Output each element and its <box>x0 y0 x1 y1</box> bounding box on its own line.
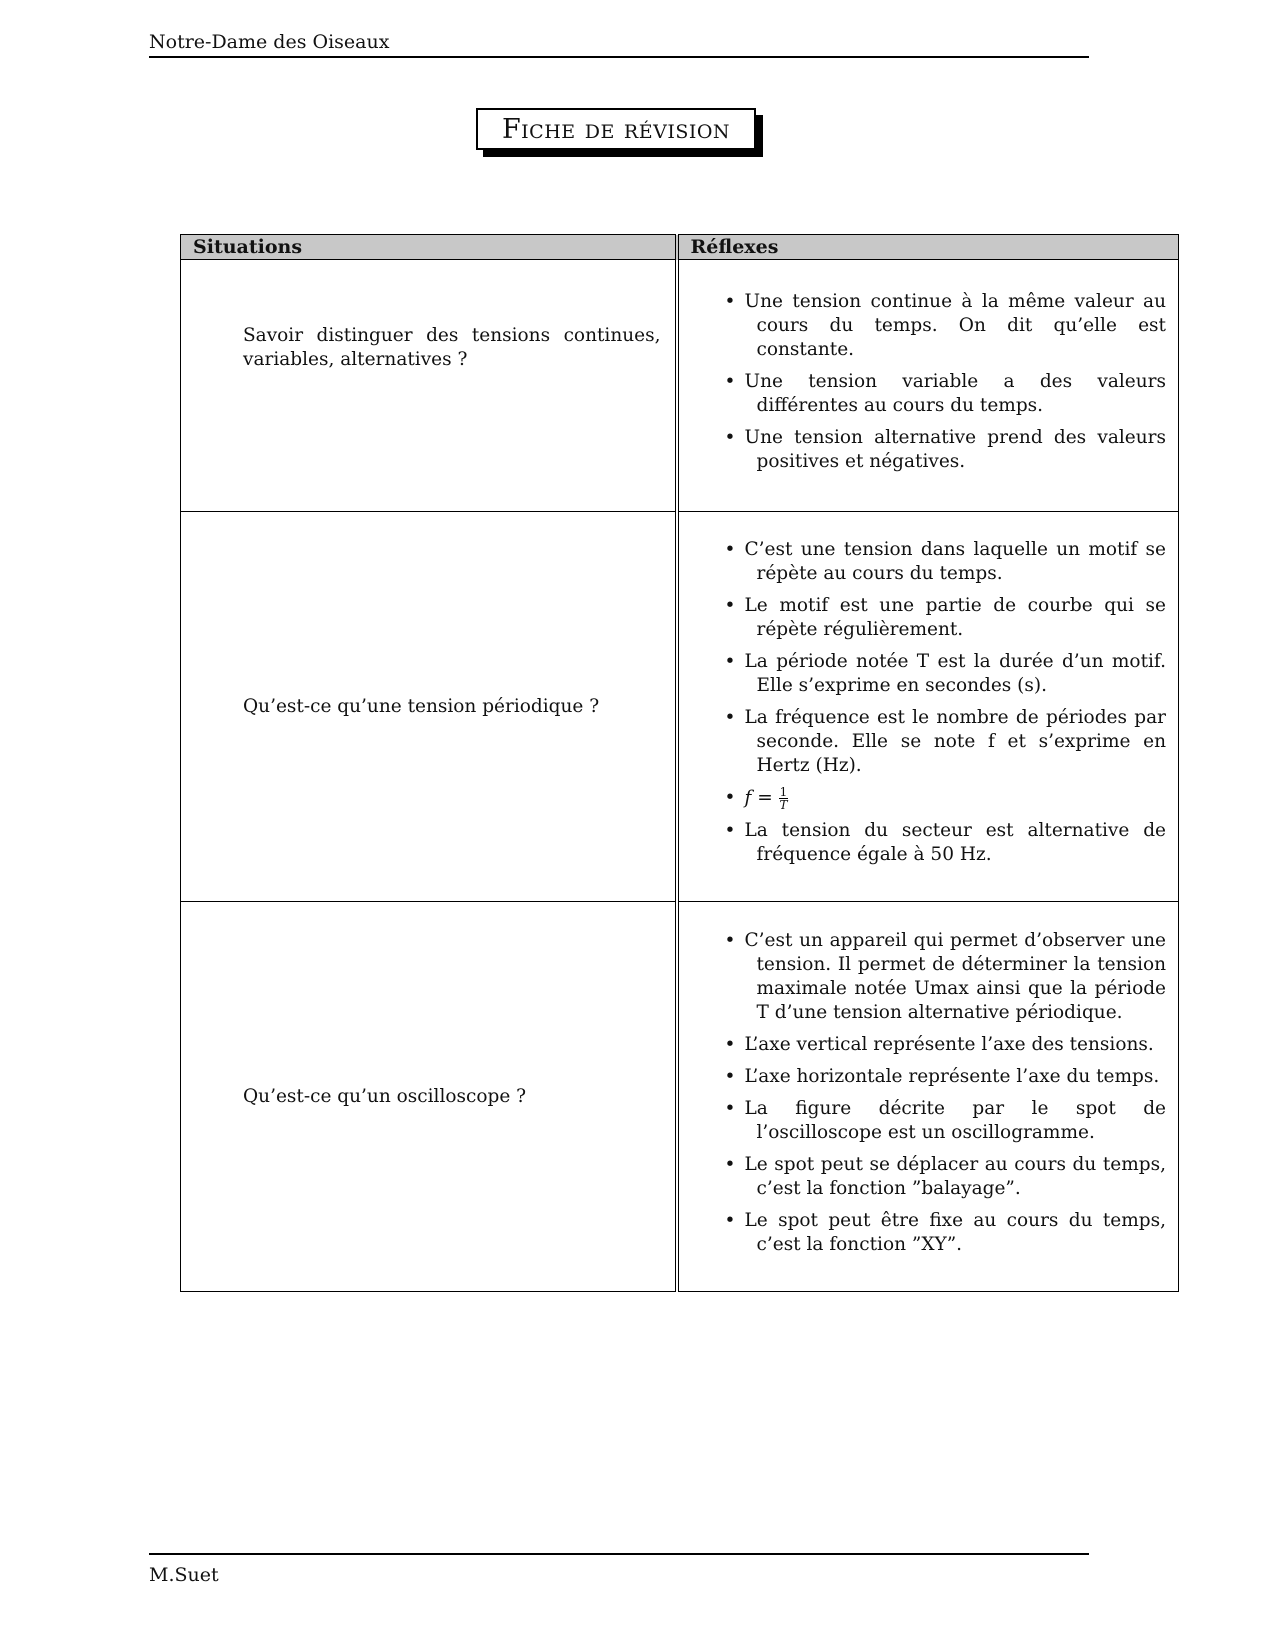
list-item: • Le spot peut être fixe au cours du temps, c’est la fonction ”XY”. <box>735 1209 1167 1257</box>
formula-item <box>735 786 1167 811</box>
list-item: • Une tension alternative prend des valeurs positives et négatives. <box>735 426 1167 474</box>
list-item: • Le motif est une partie de courbe qui se répète régulièrement. <box>735 594 1167 642</box>
title-box <box>476 108 756 150</box>
situation-text: Qu’est-ce qu’un oscilloscope ? <box>243 1085 527 1107</box>
list-item: • C’est un appareil qui permet d’observer une tension. Il permet de déterminer la tension maximale notée Umax ainsi que la période T d’une tension alternative périodique. <box>735 929 1167 1025</box>
table-row <box>181 260 1179 512</box>
list-item: • La figure décrite par le spot de l’oscilloscope est un oscillogramme. <box>735 1097 1167 1145</box>
list-item: • La tension du secteur est alternative de fréquence égale à 50 Hz. <box>735 819 1167 867</box>
reflexes-cell <box>677 902 1179 1292</box>
header-reflexes: Réflexes <box>677 235 1179 260</box>
header-situations: Situations <box>181 235 677 260</box>
situation-text: Qu’est-ce qu’une tension périodique ? <box>243 695 600 717</box>
table-header-row <box>181 235 1179 260</box>
formula-fraction <box>779 786 789 811</box>
situation-text: Savoir distinguer des tensions continues, variables, alternatives ? <box>243 325 661 370</box>
page-title: Fiche de révision <box>476 108 756 150</box>
formula-denominator: T <box>779 798 788 812</box>
list-item: • Une tension continue à la même valeur au cours du temps. On dit qu’elle est constante. <box>735 290 1167 362</box>
reflex-list <box>679 538 1179 867</box>
header-school: Notre-Dame des Oiseaux <box>149 31 390 53</box>
reflexes-cell <box>677 512 1179 902</box>
table-row <box>181 512 1179 902</box>
list-item: • Une tension variable a des valeurs différentes au cours du temps. <box>735 370 1167 418</box>
list-item: • Le spot peut se déplacer au cours du temps, c’est la fonction ”balayage”. <box>735 1153 1167 1201</box>
footer-author: M.Suet <box>149 1564 219 1586</box>
list-item: • C’est une tension dans laquelle un motif se répète au cours du temps. <box>735 538 1167 586</box>
formula-numerator: 1 <box>779 785 788 799</box>
situation-cell <box>181 512 677 902</box>
reflex-list <box>679 290 1179 474</box>
list-item: • La période notée T est la durée d’un motif. Elle s’exprime en secondes (s). <box>735 650 1167 698</box>
table-row <box>181 902 1179 1292</box>
list-item: • La fréquence est le nombre de périodes par seconde. Elle se note f et s’exprime en Hertz (Hz). <box>735 706 1167 778</box>
reflexes-cell <box>677 260 1179 512</box>
header-rule <box>149 56 1089 58</box>
reflex-list <box>679 929 1179 1257</box>
revision-table <box>180 234 1179 1292</box>
situation-cell <box>181 260 677 512</box>
list-item: • L’axe vertical représente l’axe des tensions. <box>735 1033 1167 1057</box>
footer-rule <box>149 1553 1089 1555</box>
list-item: • L’axe horizontale représente l’axe du temps. <box>735 1065 1167 1089</box>
formula-lhs: f = <box>744 787 773 809</box>
situation-cell <box>181 902 677 1292</box>
